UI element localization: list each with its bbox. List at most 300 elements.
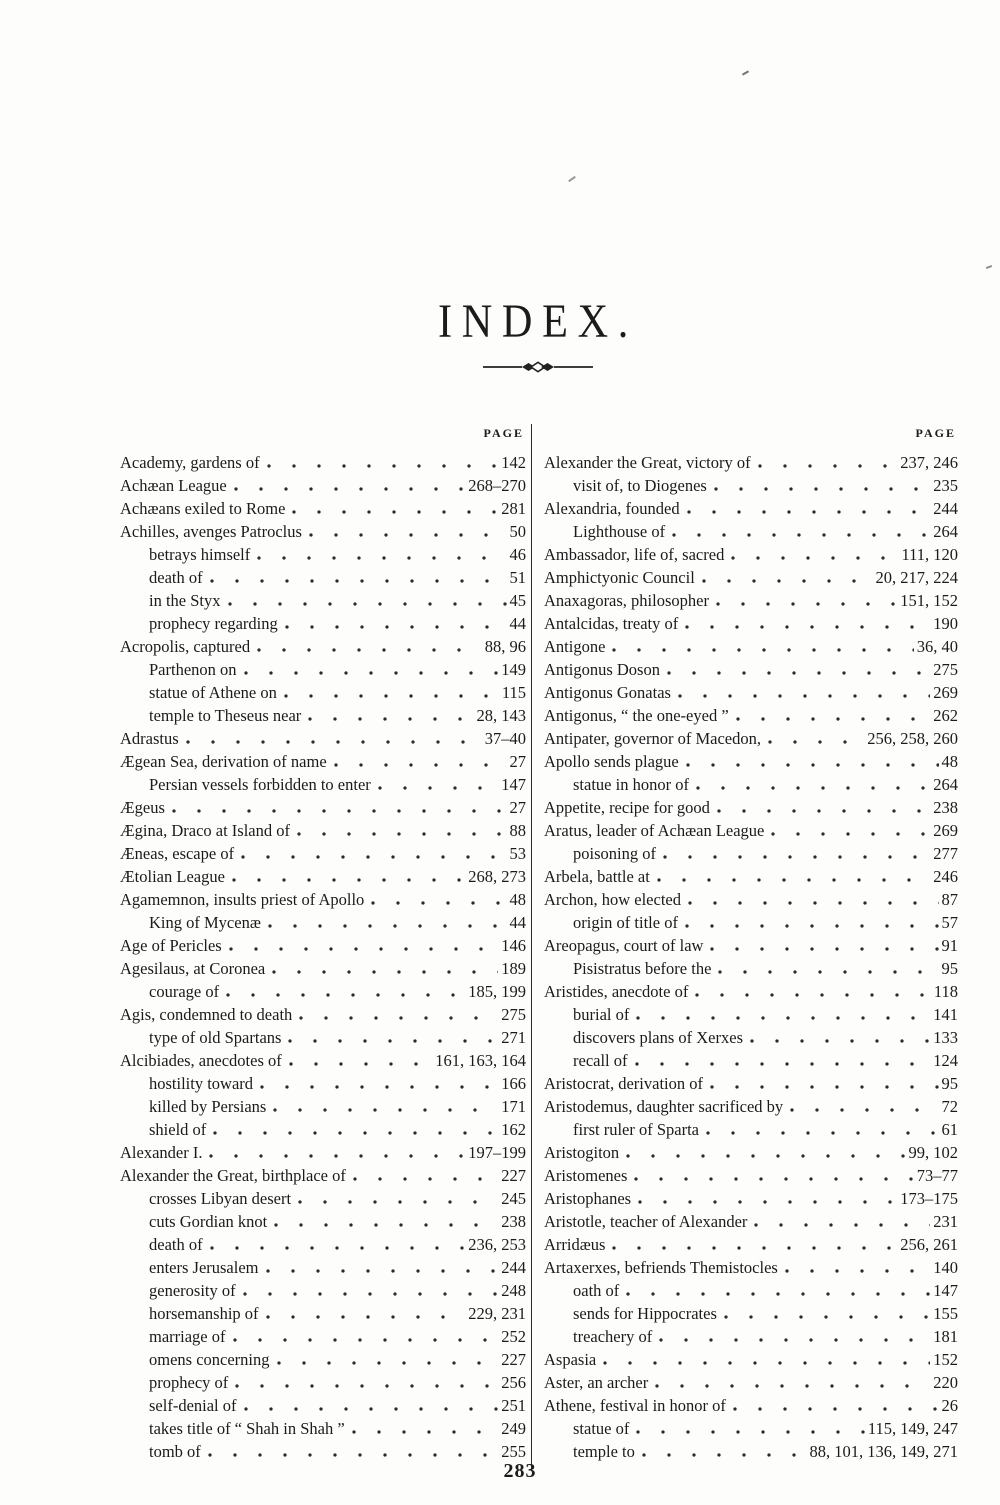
- index-entry: [544, 1256, 958, 1279]
- entry-page-numbers: 255: [501, 1442, 526, 1461]
- dot-leader: [642, 1453, 807, 1457]
- index-entry: [120, 888, 526, 911]
- index-entry: [120, 520, 526, 543]
- entry-page-numbers: 262: [933, 706, 958, 725]
- index-entry: [544, 773, 958, 796]
- entry-page-numbers: 27: [509, 798, 526, 817]
- scan-artifact: [568, 176, 576, 182]
- entry-page-numbers: 141: [933, 1005, 958, 1024]
- index-entry: [544, 1302, 958, 1325]
- index-entry: [120, 750, 526, 773]
- entry-text: Antalcidas, treaty of: [544, 614, 679, 633]
- dot-leader: [718, 970, 938, 974]
- dot-leader: [244, 1407, 499, 1411]
- entry-text: Achæan League: [120, 476, 227, 495]
- dot-leader: [257, 556, 506, 560]
- entry-text: shield of: [149, 1120, 207, 1139]
- index-entry: [544, 1279, 958, 1302]
- entry-page-numbers: 190: [933, 614, 958, 633]
- entry-page-numbers: 237, 246: [900, 453, 958, 472]
- page-number: 283: [503, 1460, 537, 1482]
- entry-text: Agesilaus, at Coronea: [120, 959, 266, 978]
- entry-text: horsemanship of: [149, 1304, 259, 1323]
- index-entry: [120, 957, 526, 980]
- entry-page-numbers: 28, 143: [476, 706, 526, 725]
- index-entry: [120, 911, 526, 934]
- right-column-page-header: PAGE: [915, 426, 956, 440]
- entry-text: Achilles, avenges Patroclus: [120, 522, 302, 541]
- entry-page-numbers: 48: [941, 752, 958, 771]
- dot-leader: [626, 1292, 930, 1296]
- index-entry: [544, 566, 958, 589]
- entry-text: Arbela, battle at: [544, 867, 650, 886]
- dot-leader: [731, 556, 898, 560]
- dot-leader: [758, 464, 898, 468]
- entry-text: temple to: [573, 1442, 635, 1461]
- index-entry: [544, 1026, 958, 1049]
- index-entry: [544, 796, 958, 819]
- entry-page-numbers: 118: [933, 982, 958, 1001]
- dot-leader: [771, 832, 930, 836]
- index-entry: [544, 1325, 958, 1348]
- index-entry: [120, 773, 526, 796]
- index-entry: [544, 497, 958, 520]
- dot-leader: [612, 1246, 897, 1250]
- dot-leader: [210, 1246, 466, 1250]
- dot-leader: [292, 510, 498, 514]
- entry-text: Adrastus: [120, 729, 179, 748]
- dot-leader: [714, 487, 930, 491]
- entry-text: Academy, gardens of: [120, 453, 260, 472]
- dot-leader: [209, 1154, 465, 1158]
- index-entry: [120, 865, 526, 888]
- dot-leader: [289, 1062, 433, 1066]
- dot-leader: [268, 924, 507, 928]
- entry-text: statue in honor of: [573, 775, 689, 794]
- entry-page-numbers: 189: [501, 959, 526, 978]
- dot-leader: [260, 1085, 498, 1089]
- dot-leader: [678, 694, 930, 698]
- index-entry: [120, 1141, 526, 1164]
- entry-text: cuts Gordian knot: [149, 1212, 268, 1231]
- index-entry: [544, 474, 958, 497]
- entry-page-numbers: 147: [933, 1281, 958, 1300]
- dot-leader: [235, 1384, 498, 1388]
- entry-page-numbers: 244: [933, 499, 958, 518]
- right-column: [536, 424, 958, 1470]
- entry-text: Acropolis, captured: [120, 637, 251, 656]
- dot-leader: [208, 1453, 498, 1457]
- dot-leader: [266, 1315, 466, 1319]
- entry-page-numbers: 61: [941, 1120, 958, 1139]
- entry-page-numbers: 166: [501, 1074, 526, 1093]
- entry-page-numbers: 72: [941, 1097, 958, 1116]
- dot-leader: [702, 579, 873, 583]
- dot-leader: [635, 1062, 931, 1066]
- entry-text: killed by Persians: [149, 1097, 267, 1116]
- entry-text: Antigonus Gonatas: [544, 683, 671, 702]
- entry-text: Antigonus, “ the one-eyed ”: [544, 706, 729, 725]
- entry-page-numbers: 271: [501, 1028, 526, 1047]
- index-entry: [544, 1072, 958, 1095]
- index-entry: [544, 842, 958, 865]
- dot-leader: [172, 809, 507, 813]
- index-entry: [120, 1095, 526, 1118]
- dot-leader: [243, 1292, 499, 1296]
- dot-leader: [284, 694, 499, 698]
- dot-leader: [733, 1407, 939, 1411]
- dot-leader: [257, 648, 482, 652]
- entry-page-numbers: 268–270: [468, 476, 526, 495]
- entry-text: Ægina, Draco at Island of: [120, 821, 290, 840]
- entry-text: Aspasia: [544, 1350, 597, 1369]
- dot-leader: [213, 1131, 498, 1135]
- entry-text: self-denial of: [149, 1396, 237, 1415]
- entry-page-numbers: 246: [933, 867, 958, 886]
- dot-leader: [266, 1269, 499, 1273]
- entry-text: betrays himself: [149, 545, 251, 564]
- entry-text: Agis, condemned to death: [120, 1005, 293, 1024]
- entry-text: takes title of “ Shah in Shah ”: [149, 1419, 345, 1438]
- index-columns: [120, 424, 958, 1470]
- right-entry-list: [544, 451, 958, 1463]
- entry-page-numbers: 152: [933, 1350, 958, 1369]
- entry-text: Archon, how elected: [544, 890, 681, 909]
- index-entry: [544, 727, 958, 750]
- dot-leader: [288, 1039, 498, 1043]
- dot-leader: [688, 901, 939, 905]
- dot-leader: [754, 1223, 930, 1227]
- dot-leader: [308, 717, 473, 721]
- entry-page-numbers: 124: [933, 1051, 958, 1070]
- index-entry: [544, 980, 958, 1003]
- entry-page-numbers: 227: [501, 1350, 526, 1369]
- dot-leader: [695, 993, 931, 997]
- index-entry: [120, 1233, 526, 1256]
- entry-page-numbers: 51: [509, 568, 526, 587]
- index-entry: [120, 589, 526, 612]
- index-entry: [544, 1348, 958, 1371]
- entry-page-numbers: 185, 199: [468, 982, 526, 1001]
- entry-page-numbers: 73–77: [916, 1166, 958, 1185]
- dot-leader: [785, 1269, 930, 1273]
- left-column-page-header: PAGE: [483, 426, 524, 440]
- entry-page-numbers: 235: [933, 476, 958, 495]
- entry-text: Aster, an archer: [544, 1373, 649, 1392]
- entry-text: burial of: [573, 1005, 630, 1024]
- dot-leader: [634, 1177, 913, 1181]
- index-entry: [120, 543, 526, 566]
- entry-text: Antipater, governor of Macedon,: [544, 729, 761, 748]
- entry-page-numbers: 151, 152: [900, 591, 958, 610]
- entry-page-numbers: 142: [501, 453, 526, 472]
- index-entry: [120, 842, 526, 865]
- entry-text: Age of Pericles: [120, 936, 222, 955]
- entry-page-numbers: 99, 102: [908, 1143, 958, 1162]
- index-entry: [120, 1394, 526, 1417]
- entry-page-numbers: 53: [509, 844, 526, 863]
- entry-page-numbers: 44: [509, 614, 526, 633]
- entry-text: courage of: [149, 982, 220, 1001]
- page-title: INDEX.: [437, 295, 639, 349]
- index-entry: [120, 1371, 526, 1394]
- entry-page-numbers: 37–40: [484, 729, 526, 748]
- dot-leader: [687, 510, 931, 514]
- entry-text: Alcibiades, anecdotes of: [120, 1051, 282, 1070]
- entry-page-numbers: 269: [933, 821, 958, 840]
- entry-page-numbers: 229, 231: [468, 1304, 526, 1323]
- index-entry: [544, 543, 958, 566]
- entry-text: Aristides, anecdote of: [544, 982, 689, 1001]
- entry-text: crosses Libyan desert: [149, 1189, 292, 1208]
- entry-text: Aratus, leader of Achæan League: [544, 821, 765, 840]
- entry-text: Athene, festival in honor of: [544, 1396, 726, 1415]
- ornament-rule-icon: [483, 360, 593, 374]
- index-entry: [120, 796, 526, 819]
- column-divider-rule: [531, 424, 532, 1470]
- entry-page-numbers: 26: [941, 1396, 958, 1415]
- entry-page-numbers: 44: [509, 913, 526, 932]
- entry-page-numbers: 275: [501, 1005, 526, 1024]
- entry-text: oath of: [573, 1281, 620, 1300]
- index-entry: [120, 1210, 526, 1233]
- entry-page-numbers: 236, 253: [468, 1235, 526, 1254]
- index-entry: [120, 1072, 526, 1095]
- entry-page-numbers: 115: [501, 683, 526, 702]
- entry-page-numbers: 238: [501, 1212, 526, 1231]
- index-entry: [544, 1233, 958, 1256]
- entry-page-numbers: 88, 96: [484, 637, 526, 656]
- entry-text: Apollo sends plague: [544, 752, 679, 771]
- entry-text: Areopagus, court of law: [544, 936, 704, 955]
- dot-leader: [710, 1085, 939, 1089]
- index-entry: [544, 1049, 958, 1072]
- dot-leader: [686, 763, 939, 767]
- entry-text: Aristodemus, daughter sacrificed by: [544, 1097, 784, 1116]
- entry-page-numbers: 50: [509, 522, 526, 541]
- index-entry: [544, 1187, 958, 1210]
- index-entry: [120, 1164, 526, 1187]
- index-entry: [120, 1256, 526, 1279]
- index-entry: [120, 1302, 526, 1325]
- entry-text: treachery of: [573, 1327, 653, 1346]
- index-entry: [120, 819, 526, 842]
- entry-text: Alexandria, founded: [544, 499, 680, 518]
- index-entry: [544, 957, 958, 980]
- dot-leader: [232, 878, 465, 882]
- dot-leader: [352, 1430, 499, 1434]
- entry-page-numbers: 220: [933, 1373, 958, 1392]
- dot-leader: [716, 602, 897, 606]
- dot-leader: [285, 625, 507, 629]
- entry-page-numbers: 251: [501, 1396, 526, 1415]
- left-column: [120, 424, 526, 1470]
- entry-text: Antigone: [544, 637, 606, 656]
- index-entry: [544, 520, 958, 543]
- dot-leader: [667, 671, 930, 675]
- index-entry: [120, 1118, 526, 1141]
- dot-leader: [244, 671, 499, 675]
- index-entry: [544, 681, 958, 704]
- entry-text: Lighthouse of: [573, 522, 666, 541]
- index-entry: [120, 474, 526, 497]
- entry-text: type of old Spartans: [149, 1028, 282, 1047]
- entry-page-numbers: 252: [501, 1327, 526, 1346]
- entry-text: Pisistratus before the: [573, 959, 712, 978]
- entry-page-numbers: 133: [933, 1028, 958, 1047]
- entry-text: visit of, to Diogenes: [573, 476, 707, 495]
- dot-leader: [717, 809, 930, 813]
- entry-text: in the Styx: [149, 591, 221, 610]
- entry-text: Arridæus: [544, 1235, 606, 1254]
- entry-page-numbers: 256: [501, 1373, 526, 1392]
- entry-page-numbers: 88: [509, 821, 526, 840]
- dot-leader: [229, 947, 499, 951]
- dot-leader: [353, 1177, 498, 1181]
- index-entry: [120, 658, 526, 681]
- index-entry: [544, 612, 958, 635]
- entry-text: statue of: [573, 1419, 630, 1438]
- entry-page-numbers: 249: [501, 1419, 526, 1438]
- entry-page-numbers: 245: [501, 1189, 526, 1208]
- dot-leader: [210, 579, 507, 583]
- entry-page-numbers: 115, 149, 247: [867, 1419, 958, 1438]
- dot-leader: [706, 1131, 939, 1135]
- entry-page-numbers: 227: [501, 1166, 526, 1185]
- dot-leader: [273, 1108, 498, 1112]
- entry-text: Persian vessels forbidden to enter: [149, 775, 371, 794]
- entry-page-numbers: 91: [941, 936, 958, 955]
- index-entry: [544, 1371, 958, 1394]
- dot-leader: [612, 648, 913, 652]
- dot-leader: [297, 832, 507, 836]
- entry-page-numbers: 147: [501, 775, 526, 794]
- index-entry: [544, 1417, 958, 1440]
- index-entry: [120, 497, 526, 520]
- dot-leader: [233, 1338, 499, 1342]
- dot-leader: [672, 533, 930, 537]
- index-entry: [544, 1164, 958, 1187]
- dot-leader: [378, 786, 498, 790]
- index-entry: [544, 451, 958, 474]
- dot-leader: [696, 786, 930, 790]
- entry-page-numbers: 45: [509, 591, 526, 610]
- entry-text: enters Jerusalem: [149, 1258, 259, 1277]
- entry-text: discovers plans of Xerxes: [573, 1028, 743, 1047]
- dot-leader: [685, 625, 930, 629]
- entry-page-numbers: 181: [933, 1327, 958, 1346]
- entry-text: Antigonus Doson: [544, 660, 660, 679]
- entry-page-numbers: 57: [941, 913, 958, 932]
- index-entry: [120, 1003, 526, 1026]
- entry-page-numbers: 48: [509, 890, 526, 909]
- entry-page-numbers: 87: [941, 890, 958, 909]
- index-entry: [120, 1417, 526, 1440]
- entry-text: death of: [149, 1235, 203, 1254]
- dot-leader: [736, 717, 931, 721]
- index-entry: [544, 819, 958, 842]
- entry-page-numbers: 197–199: [468, 1143, 526, 1162]
- entry-page-numbers: 155: [933, 1304, 958, 1323]
- entry-text: marriage of: [149, 1327, 226, 1346]
- entry-page-numbers: 162: [501, 1120, 526, 1139]
- index-entry: [120, 566, 526, 589]
- entry-text: prophecy of: [149, 1373, 229, 1392]
- entry-text: Achæans exiled to Rome: [120, 499, 286, 518]
- index-entry: [120, 612, 526, 635]
- index-entry: [120, 451, 526, 474]
- index-entry: [544, 658, 958, 681]
- index-entry: [544, 865, 958, 888]
- entry-text: Parthenon on: [149, 660, 237, 679]
- index-entry: [120, 1325, 526, 1348]
- dot-leader: [636, 1430, 865, 1434]
- dot-leader: [685, 924, 939, 928]
- entry-text: Amphictyonic Council: [544, 568, 695, 587]
- entry-page-numbers: 281: [501, 499, 526, 518]
- index-entry: [544, 888, 958, 911]
- entry-text: Ambassador, life of, sacred: [544, 545, 725, 564]
- entry-page-numbers: 27: [509, 752, 526, 771]
- scan-artifact: [742, 70, 749, 75]
- index-entry: [544, 704, 958, 727]
- dot-leader: [790, 1108, 938, 1112]
- entry-text: Alexander the Great, birthplace of: [120, 1166, 346, 1185]
- index-entry: [544, 750, 958, 773]
- dot-leader: [334, 763, 507, 767]
- entry-text: Ægeus: [120, 798, 165, 817]
- dot-leader: [277, 1361, 499, 1365]
- divider-ornament: [120, 360, 956, 379]
- index-entry: [120, 980, 526, 1003]
- dot-leader: [186, 740, 482, 744]
- dot-leader: [626, 1154, 905, 1158]
- entry-page-numbers: 275: [933, 660, 958, 679]
- entry-page-numbers: 244: [501, 1258, 526, 1277]
- entry-page-numbers: 161, 163, 164: [435, 1051, 526, 1070]
- entry-text: Artaxerxes, befriends Themistocles: [544, 1258, 778, 1277]
- entry-page-numbers: 264: [933, 775, 958, 794]
- index-entry: [544, 1095, 958, 1118]
- entry-text: hostility toward: [149, 1074, 254, 1093]
- dot-leader: [657, 878, 930, 882]
- dot-leader: [724, 1315, 930, 1319]
- dot-leader: [226, 993, 465, 997]
- dot-leader: [309, 533, 507, 537]
- index-entry: [120, 1348, 526, 1371]
- entry-page-numbers: 238: [933, 798, 958, 817]
- entry-text: Aristocrat, derivation of: [544, 1074, 703, 1093]
- dot-leader: [663, 855, 930, 859]
- entry-page-numbers: 149: [501, 660, 526, 679]
- scan-artifact: [986, 265, 992, 269]
- dot-leader: [228, 602, 507, 606]
- index-entry: [544, 911, 958, 934]
- dot-leader: [636, 1016, 930, 1020]
- entry-page-numbers: 146: [501, 936, 526, 955]
- dot-leader: [272, 970, 498, 974]
- index-entry: [544, 589, 958, 612]
- index-entry: [544, 635, 958, 658]
- index-entry: [120, 681, 526, 704]
- entry-text: Alexander the Great, victory of: [544, 453, 751, 472]
- entry-page-numbers: 140: [933, 1258, 958, 1277]
- entry-page-numbers: 256, 261: [900, 1235, 958, 1254]
- entry-page-numbers: 256, 258, 260: [867, 729, 958, 748]
- entry-page-numbers: 173–175: [900, 1189, 958, 1208]
- entry-text: Alexander I.: [120, 1143, 203, 1162]
- entry-page-numbers: 95: [941, 959, 958, 978]
